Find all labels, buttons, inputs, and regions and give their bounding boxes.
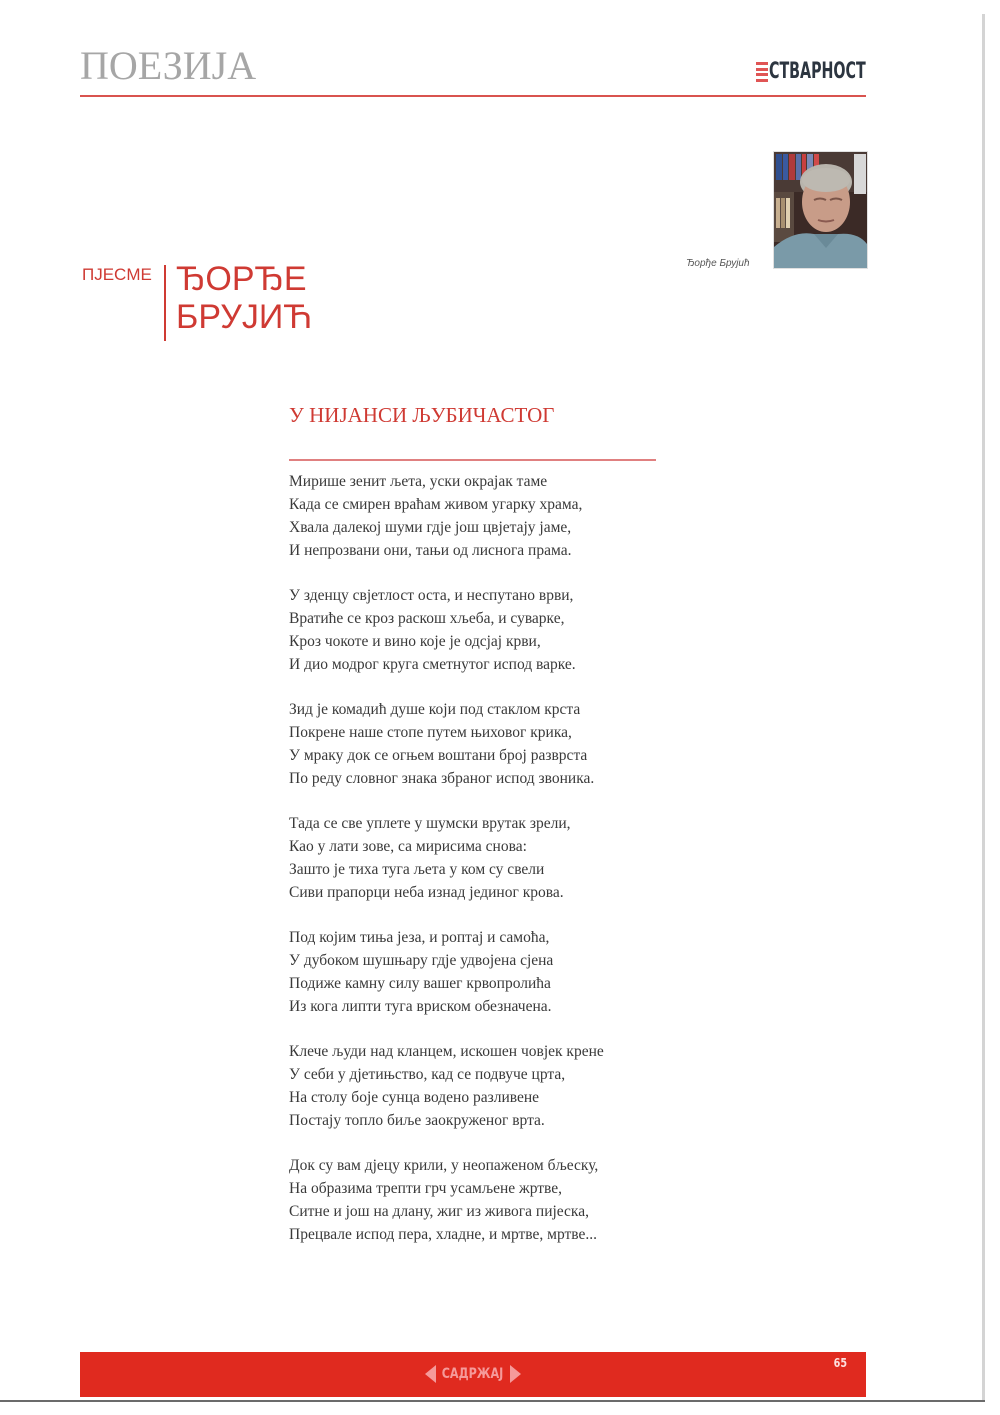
poem-line: Зашто је тиха туга љета у ком су свели xyxy=(289,861,545,878)
header-rule xyxy=(80,95,866,97)
poem-line: На столу боје сунца водено разливене xyxy=(289,1089,540,1106)
poem-line: Под којим тиња језа, и роптај и самоћа, xyxy=(289,929,550,946)
stanza xyxy=(289,698,689,790)
author-last-name: БРУЈИЋ xyxy=(176,298,313,336)
photo-caption: Ђорђе Брујић xyxy=(686,258,750,269)
poem-line: Постају топло биље заокруженог врта. xyxy=(289,1112,545,1129)
author-name xyxy=(176,260,312,336)
stanza xyxy=(289,584,689,676)
stanza xyxy=(289,812,689,904)
stanza xyxy=(289,1154,689,1246)
section-kicker: ПJECME xyxy=(82,265,152,284)
poem-line: И непрозвани они, тањи од лиснога прама. xyxy=(289,542,572,559)
poem-line: У мраку док се огњем воштани број разврста xyxy=(289,747,588,764)
poem-line: Клече људи над кланцем, искошен човјек крене xyxy=(289,1043,604,1060)
poem-line: У себи у дјетињство, кад се подвуче црта, xyxy=(289,1066,566,1083)
logo-stripes-icon xyxy=(756,62,768,82)
poem-line: Вратиће се кроз раскош хљеба, и суварке, xyxy=(289,610,565,627)
poem-line: По реду словног знака збраног испод звоника. xyxy=(289,770,595,787)
kicker-divider xyxy=(164,265,166,341)
poem-line: Из кога липти туга вриском обезначена. xyxy=(289,998,552,1015)
poem-body xyxy=(289,470,689,1268)
poem-title-rule xyxy=(289,459,656,461)
poem-line: Мирише зенит љета, уски окрајак таме xyxy=(289,473,548,490)
poem-line: У дубоком шушњару гдје удвојена сјена xyxy=(289,952,554,969)
poem-line: Сиви прапорци неба изнад јединог крова. xyxy=(289,884,564,901)
poem-line: Док су вам дјецу крили, у неопаженом бљеску, xyxy=(289,1157,599,1174)
poem-line: Као у лати зове, са мирисима снова: xyxy=(289,838,527,855)
next-page-arrow-icon[interactable] xyxy=(510,1365,521,1383)
poem-line: Подиже камну силу вашег крвопролића xyxy=(289,975,551,992)
poem-line: Хвала далекој шуми гдје још цвјетају јаме, xyxy=(289,519,572,536)
poem-line: Када се смирен враћам живом угарку храма, xyxy=(289,496,583,513)
stanza xyxy=(289,1040,689,1132)
magazine-logo xyxy=(756,58,903,86)
author-first-name: ЂОРЂЕ xyxy=(176,260,307,298)
previous-page-arrow-icon[interactable] xyxy=(425,1365,436,1383)
poem-line: Ситне и још на длану, жиг из живога пијеска, xyxy=(289,1203,589,1220)
poem-line: Тада се све уплете у шумски врутак зрели, xyxy=(289,815,571,832)
logo-text: СТВАРНОСТ xyxy=(769,59,866,84)
footer-bar xyxy=(80,1352,866,1397)
toc-nav xyxy=(80,1362,866,1386)
poem-line: Прецвале испод пера, хладне, и мртве, мртве... xyxy=(289,1226,598,1243)
poem-line: На образима трепти грч усамљене жртве, xyxy=(289,1180,563,1197)
poem-line: И дио модрог круга сметнутог испод варке. xyxy=(289,656,576,673)
toc-link[interactable]: САДРЖАЈ xyxy=(442,1366,504,1382)
stanza xyxy=(289,470,689,562)
author-photo xyxy=(773,151,868,269)
poem-line: Кроз чокоте и вино које је одсјај крви, xyxy=(289,633,541,650)
stanza xyxy=(289,926,689,1018)
page-edge-bottom xyxy=(0,1400,985,1402)
section-title: ПОЕЗИЈА xyxy=(80,43,257,88)
page-number: 65 xyxy=(833,1356,848,1370)
page-edge-right xyxy=(982,14,985,1402)
poem-line: Зид је комадић душе који под стаклом крста xyxy=(289,701,581,718)
poem-title: У НИЈАНСИ ЉУБИЧАСТОГ xyxy=(289,403,555,427)
poem-line: У зденцу свјетлост оста, и неспутано врви, xyxy=(289,587,574,604)
poem-line: Покрене наше стопе путем њиховог крика, xyxy=(289,724,572,741)
